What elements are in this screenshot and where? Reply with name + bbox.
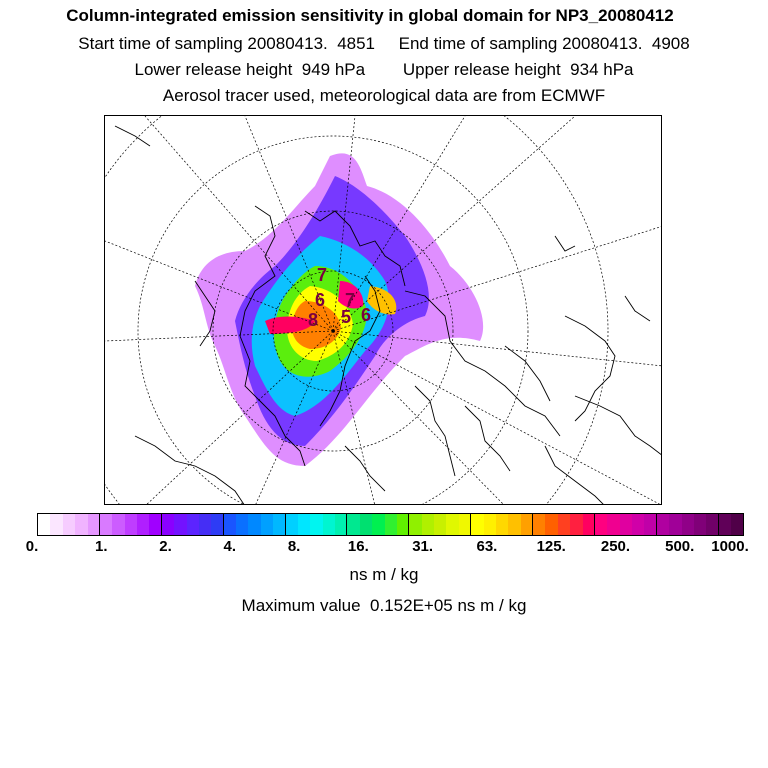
colorbar-tick-label: 1000. [711,538,749,555]
colorbar-swatch [595,514,607,535]
colorbar-swatch [669,514,681,535]
colorbar-swatch [174,514,186,535]
colorbar-swatch [719,514,731,535]
contour-label: 6 [361,305,372,325]
colorbar-units: ns m / kg [349,565,419,584]
colorbar-tick-label: 2. [159,538,172,555]
colorbar-swatch [112,514,124,535]
colorbar-swatch [149,514,161,535]
contour-label: 6 [315,290,326,310]
colorbar-swatch [446,514,458,535]
colorbar-swatch [484,514,496,535]
colorbar-swatch [360,514,372,535]
colorbar-swatch [236,514,248,535]
colorbar-swatch [496,514,508,535]
colorbar-swatch [570,514,582,535]
colorbar-swatch [558,514,570,535]
colorbar-tick-label: 63. [476,538,498,555]
colorbar-swatch [545,514,557,535]
tracer-info-line: Aerosol tracer used, meteorological data are from ECMWF [162,86,606,105]
colorbar-swatch [385,514,397,535]
colorbar-swatch [63,514,75,535]
colorbar-swatch [397,514,409,535]
colorbar-swatch [100,514,112,535]
colorbar-swatch [644,514,656,535]
colorbar-swatch [75,514,87,535]
colorbar-swatch [335,514,347,535]
sampling-time-line: Start time of sampling 20080413. 4851 End time of sampling 20080413. 4908 [78,34,690,53]
colorbar-swatch [88,514,100,535]
colorbar-tick-label: 125. [536,538,566,555]
colorbar-swatch [731,514,743,535]
colorbar-swatch [162,514,174,535]
release-height-line: Lower release height 949 hPa Upper release height 934 hPa [134,60,634,79]
colorbar-swatch [508,514,520,535]
colorbar-swatch [694,514,706,535]
colorbar-swatch [583,514,595,535]
colorbar-tick-label: 1. [95,538,108,555]
sensitivity-map [104,115,662,505]
colorbar-swatch [409,514,421,535]
colorbar-swatch [261,514,273,535]
colorbar-swatch [224,514,236,535]
colorbar-swatch [607,514,619,535]
colorbar-swatch [211,514,223,535]
colorbar-tick-label: 500. [665,538,695,555]
plot-title: Column-integrated emission sensitivity in global domain for NP3_20080412 [66,6,674,25]
colorbar-swatch [187,514,199,535]
colorbar-swatch [521,514,533,535]
colorbar-tick-label: 8. [287,538,301,555]
colorbar-swatch [706,514,718,535]
colorbar-swatch [459,514,471,535]
colorbar-swatch [125,514,137,535]
colorbar-swatch [620,514,632,535]
colorbar-tick-label: 0. [25,538,39,555]
colorbar-swatch [137,514,149,535]
colorbar-swatch [422,514,434,535]
contour-label: 8 [308,310,319,330]
colorbar-swatch [632,514,644,535]
colorbar-swatch [310,514,322,535]
maximum-value: Maximum value 0.152E+05 ns m / kg [241,596,527,615]
colorbar-swatch [323,514,335,535]
colorbar-swatch [533,514,545,535]
colorbar-swatch [286,514,298,535]
colorbar-swatch [50,514,62,535]
colorbar-swatch [199,514,211,535]
colorbar-swatch [682,514,694,535]
colorbar-tick-label: 4. [223,538,237,555]
map-canvas [105,116,662,505]
colorbar-tick-label: 16. [347,538,369,555]
colorbar-swatch [471,514,483,535]
colorbar-swatch [657,514,669,535]
colorbar-swatch [273,514,285,535]
contour-label: 7 [317,265,328,285]
contour-label: 5 [341,307,352,327]
colorbar-swatch [38,514,50,535]
colorbar-tick-label: 250. [600,538,631,555]
colorbar-swatch [298,514,310,535]
colorbar [37,513,744,536]
contour-label: 7 [345,290,356,310]
colorbar-swatch [372,514,384,535]
colorbar-swatch [434,514,446,535]
colorbar-swatch [347,514,359,535]
colorbar-swatch [248,514,260,535]
colorbar-tick-label: 31. [412,538,434,555]
